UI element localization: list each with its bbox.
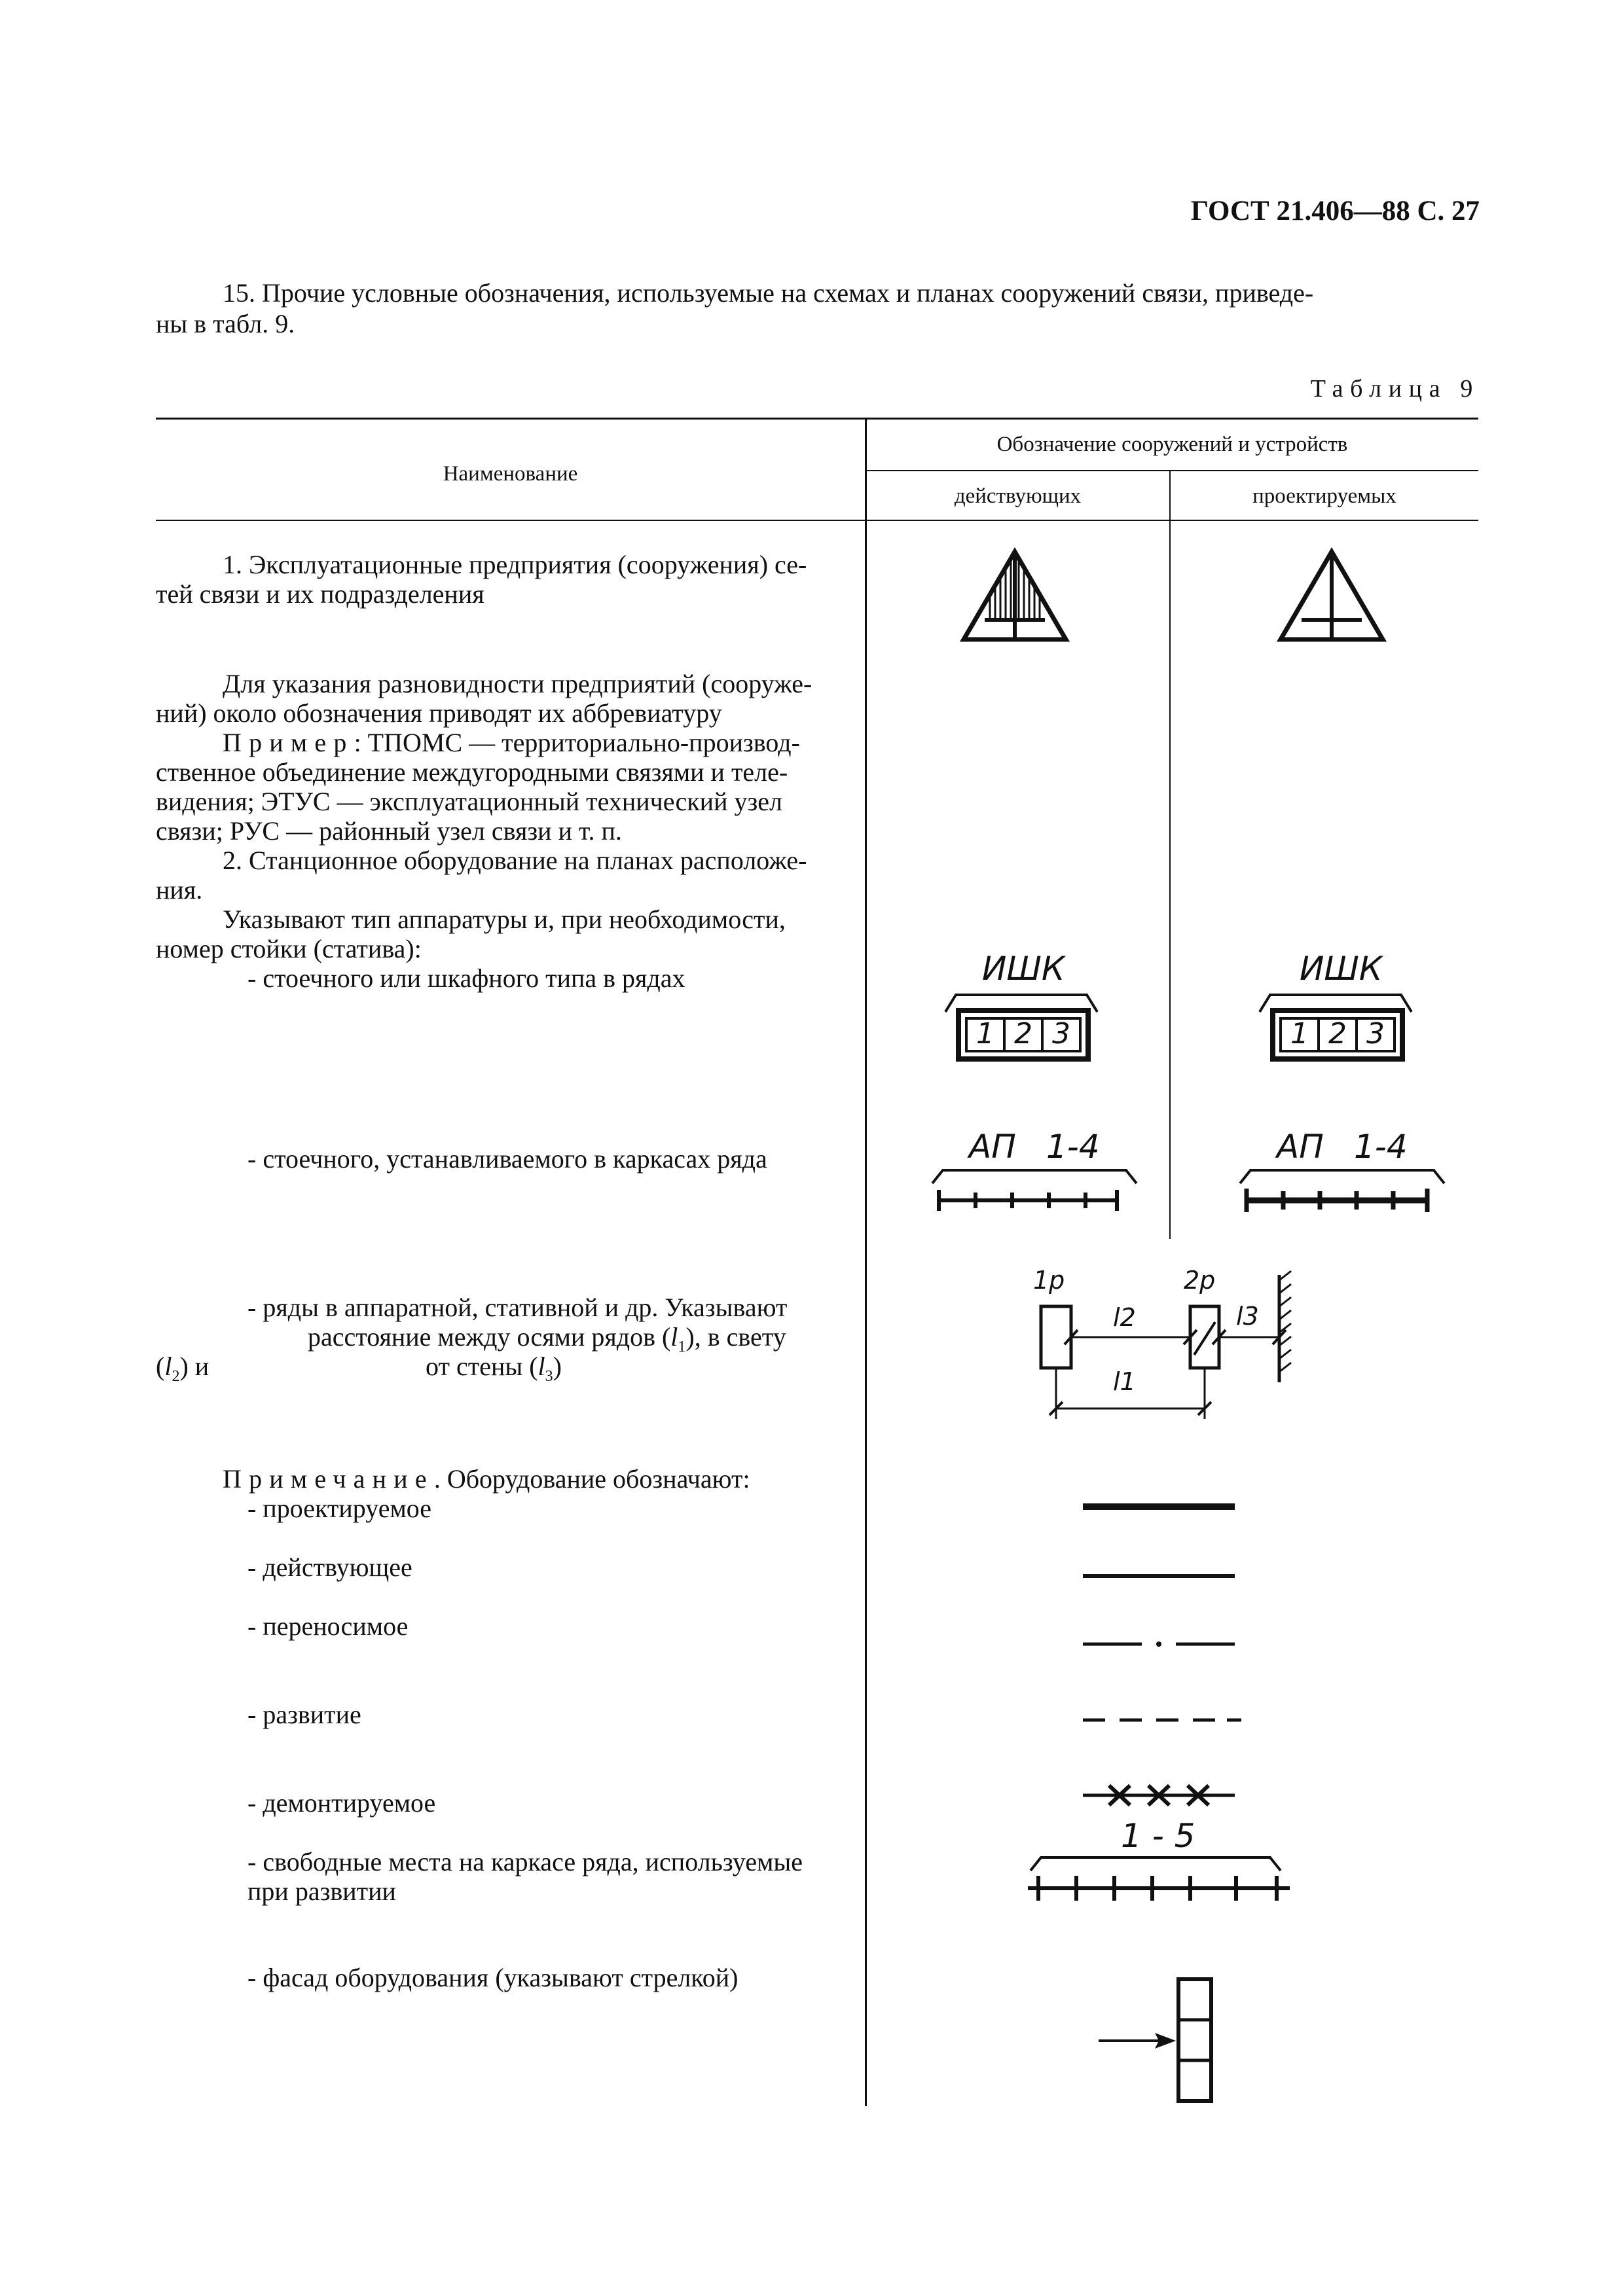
- row-2p-label: 2р: [1184, 1266, 1216, 1295]
- header-name: Наименование: [443, 462, 578, 486]
- intro-line-2: ны в табл. 9.: [156, 309, 295, 338]
- row2-c-line-2: [308, 1322, 850, 1362]
- table-column-divider-sub: [1169, 470, 1171, 1239]
- line-projected-symbol: [1080, 1500, 1237, 1513]
- row2-c-line-3b: от стены $(l_3)$: [426, 1352, 562, 1385]
- row-1p-label: 1р: [1033, 1266, 1065, 1295]
- note-item-projected: - проектируемое: [247, 1494, 432, 1523]
- row2-line-1: 2. Станционное оборудование на планах расположе-: [223, 846, 807, 875]
- note-item-dismantled: - демонтируемое: [247, 1788, 436, 1818]
- row2-c-line-3a: [156, 1352, 209, 1391]
- example-label: Пример: [223, 728, 354, 757]
- row2-line-4: номер стойки (статива):: [156, 934, 422, 963]
- enterprise-existing-symbol: [956, 547, 1074, 658]
- frame-row-existing: [930, 1166, 1139, 1219]
- line-existing-symbol: [1080, 1570, 1237, 1583]
- cell-2-projected: 2: [1328, 1017, 1347, 1050]
- page-header: ГОСТ 21.406—88 С. 27: [1190, 196, 1480, 226]
- row2-c-part-a: расстояние между осями рядов (: [308, 1322, 671, 1352]
- line-development-symbol: [1080, 1713, 1244, 1727]
- row1-line-1: 1. Эксплуатационные предприятия (сооружения) се-: [223, 550, 807, 579]
- enterprise-projected-symbol: [1273, 547, 1391, 658]
- row1-line-2: тей связи и их подразделения: [156, 579, 484, 609]
- row2-c-part-d: ) и: [179, 1352, 210, 1381]
- table-header-bottom-border: [156, 520, 1478, 521]
- cell-1-projected: 1: [1290, 1017, 1309, 1050]
- note-item-existing: - действующее: [247, 1552, 412, 1582]
- cell-2-existing: 2: [1014, 1017, 1032, 1050]
- note-text: . Оборудование обозначают:: [433, 1464, 750, 1494]
- row2-a: - стоечного или шкафного типа в рядах: [247, 963, 685, 993]
- range-1-5-label: 1 - 5: [1121, 1817, 1195, 1855]
- intro-line-1: 15. Прочие условные обозначения, используемые на схемах и планах сооружений связи, приведе-: [223, 278, 1314, 308]
- header-group: Обозначение сооружений и устройств: [996, 433, 1348, 456]
- line-moved-symbol: [1080, 1638, 1237, 1651]
- ap-label-projected: АП: [1277, 1128, 1324, 1166]
- l1-label: l1: [1113, 1367, 1136, 1396]
- line-dismantled-symbol: [1080, 1779, 1237, 1812]
- rows-distance-diagram: [1021, 1270, 1309, 1427]
- ap-range-projected: 1-4: [1354, 1128, 1408, 1166]
- row1-example-line-2: ственное объединение междугородными связями и теле-: [156, 757, 788, 787]
- note-label: Примечание: [223, 1464, 434, 1494]
- free-places-symbol: [1021, 1852, 1296, 1905]
- ishk-label-projected: ИШК: [1300, 950, 1383, 988]
- example-text: : ТПОМС — территориально-производ-: [354, 728, 800, 757]
- l1-var: l: [670, 1322, 678, 1352]
- l3-var: l: [538, 1352, 545, 1381]
- note-item-free-places-2: при развитии: [247, 1876, 396, 1906]
- note-item-free-places-1: - свободные места на каркасе ряда, используемые: [247, 1847, 803, 1876]
- cell-3-projected: 3: [1366, 1017, 1385, 1050]
- ishk-label-existing: ИШК: [982, 950, 1065, 988]
- row1-note-line-2: ний) около обозначения приводят их аббревиатуру: [156, 698, 722, 728]
- l1-sub: 1: [678, 1338, 686, 1355]
- facade-symbol: [1093, 1975, 1224, 2106]
- note-item-moved: - переносимое: [247, 1611, 409, 1641]
- row1-example-line-3: видения; ЭТУС — эксплуатационный технический узел: [156, 787, 783, 816]
- l2-var: l: [164, 1352, 172, 1381]
- row2-b: - стоечного, устанавливаемого в каркасах ряда: [247, 1144, 767, 1174]
- row1-example-line-4: связи; РУС — районный узел связи и т. п.: [156, 816, 622, 846]
- frame-row-projected: [1237, 1166, 1447, 1219]
- cell-3-existing: 3: [1052, 1017, 1070, 1050]
- table-subheader-line: [866, 470, 1478, 471]
- table-column-divider-main: [865, 418, 867, 2106]
- header-projected: проектируемых: [1252, 484, 1396, 508]
- l3-label: l3: [1236, 1302, 1259, 1331]
- table-label: Таблица 9: [1310, 375, 1480, 403]
- row2-line-3: Указывают тип аппаратуры и, при необходимости,: [223, 905, 786, 934]
- note-heading: [223, 1464, 850, 1494]
- row2-c-part-e: от стены (: [426, 1352, 538, 1381]
- table-top-border: [156, 418, 1478, 420]
- row1-note-line-1: Для указания разновидности предприятий (сооруже-: [223, 669, 812, 698]
- cell-1-existing: 1: [976, 1017, 994, 1050]
- row2-line-2: ния.: [156, 875, 203, 905]
- ap-range-existing: 1-4: [1046, 1128, 1100, 1166]
- l3-sub: 3: [545, 1368, 553, 1385]
- l2-label: l2: [1113, 1303, 1136, 1332]
- row2-c-line-1: - ряды в аппаратной, стативной и др. Указывают: [247, 1293, 788, 1322]
- note-item-facade: - фасад оборудования (указывают стрелкой): [247, 1963, 739, 1992]
- row2-c-part-c: (: [156, 1352, 165, 1381]
- row1-example-line-1: [223, 728, 850, 757]
- header-existing: действующих: [954, 484, 1082, 508]
- l2-sub: 2: [172, 1368, 180, 1385]
- row2-c-part-b: ), в свету: [685, 1322, 786, 1352]
- note-item-development: - развитие: [247, 1700, 361, 1729]
- ap-label-existing: АП: [969, 1128, 1016, 1166]
